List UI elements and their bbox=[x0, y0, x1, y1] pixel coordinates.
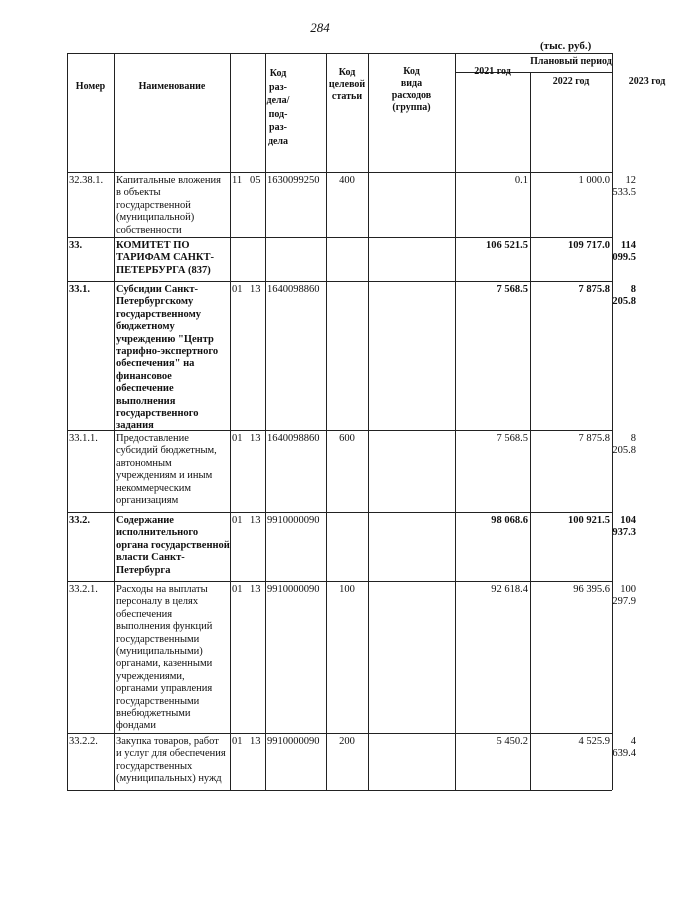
header-name: Наименование bbox=[138, 81, 206, 92]
row-name: Расходы на выплаты персоналу в целях обеспечения выполнения функций государственными (муниципальными) органами, казенными учреждениями, органами управления государственными внебюджетными фондами bbox=[116, 584, 213, 732]
row-subsection: 13 bbox=[250, 433, 261, 444]
table-hline bbox=[67, 53, 612, 54]
row-expense-code: 100 bbox=[339, 584, 355, 595]
row-target-code: 9910000090 bbox=[267, 515, 320, 526]
row-number: 32.38.1. bbox=[69, 175, 104, 186]
row-expense-code: 400 bbox=[339, 175, 355, 186]
page-number: 284 bbox=[310, 20, 330, 35]
row-2023: 104 937.3 bbox=[612, 515, 636, 539]
row-name: КОМИТЕТ ПО ТАРИФАМ САНКТ- ПЕТЕРБУРГА (837) bbox=[116, 240, 215, 276]
header-2023: 2023 год bbox=[628, 76, 666, 87]
row-2023: 114 099.5 bbox=[612, 240, 636, 264]
row-2021: 98 068.6 bbox=[491, 515, 528, 526]
row-number: 33.2.2. bbox=[69, 736, 98, 747]
table-vline bbox=[326, 53, 327, 790]
row-2022: 96 395.6 bbox=[573, 584, 610, 595]
header-section-code: Код раз- дела/ под- раз- дела bbox=[266, 68, 290, 147]
row-section: 11 bbox=[232, 175, 243, 186]
row-2023: 8 205.8 bbox=[612, 433, 636, 457]
row-number: 33.1. bbox=[69, 284, 90, 295]
table-vline bbox=[612, 53, 613, 790]
row-name: Закупка товаров, работ и услуг для обеспечения государственных (муниципальных) нужд bbox=[116, 736, 226, 785]
row-target-code: 9910000090 bbox=[267, 736, 320, 747]
header-2021: 2021 год bbox=[474, 66, 511, 77]
row-section: 01 bbox=[232, 736, 243, 747]
row-2022: 109 717.0 bbox=[568, 240, 610, 251]
row-section: 01 bbox=[232, 515, 243, 526]
row-name: Субсидии Санкт- Петербургскому государственному бюджетному учреждению "Центр тарифно-экспертного обеспечения" на финансовое обеспечение выполнения государственного задания bbox=[116, 284, 219, 432]
units-label: (тыс. руб.) bbox=[540, 40, 592, 52]
table-vline bbox=[67, 53, 68, 790]
header-2022: 2022 год bbox=[552, 76, 590, 87]
header-target-code: Код целевой статьи bbox=[328, 67, 366, 102]
row-subsection: 13 bbox=[250, 284, 261, 295]
table-vline bbox=[455, 53, 456, 790]
header-expense-code: Код вида расходов (группа) bbox=[391, 66, 432, 113]
row-section: 01 bbox=[232, 433, 243, 444]
row-2022: 100 921.5 bbox=[568, 515, 610, 526]
row-2021: 7 568.5 bbox=[496, 433, 528, 444]
row-name: Предоставление субсидий бюджетным, автономным учреждениям и иным некоммерческим организациям bbox=[116, 433, 217, 507]
table-vline bbox=[265, 53, 266, 790]
row-target-code: 1630099250 bbox=[267, 175, 320, 186]
row-2021: 0.1 bbox=[514, 175, 528, 186]
row-expense-code: 200 bbox=[339, 736, 355, 747]
row-target-code: 1640098860 bbox=[267, 284, 320, 295]
row-number: 33.1.1. bbox=[69, 433, 98, 444]
table-vline bbox=[368, 53, 369, 790]
row-number: 33.2.1. bbox=[69, 584, 98, 595]
table-hline bbox=[67, 790, 612, 791]
row-2023: 12 533.5 bbox=[612, 175, 636, 199]
row-2021: 7 568.5 bbox=[496, 284, 528, 295]
row-name: Капитальные вложения в объекты государственной (муниципальной) собственности bbox=[116, 175, 221, 236]
row-2022: 7 875.8 bbox=[578, 433, 610, 444]
row-target-code: 9910000090 bbox=[267, 584, 320, 595]
row-number: 33. bbox=[69, 240, 83, 251]
row-subsection: 13 bbox=[250, 736, 261, 747]
row-subsection: 13 bbox=[250, 515, 261, 526]
row-name: Содержание исполнительного органа государственной власти Санкт- Петербурга bbox=[116, 515, 230, 576]
row-2021: 5 450.2 bbox=[496, 736, 528, 747]
row-2022: 4 525.9 bbox=[578, 736, 610, 747]
row-2023: 4 639.4 bbox=[612, 736, 636, 760]
row-section: 01 bbox=[232, 584, 243, 595]
row-2021: 92 618.4 bbox=[491, 584, 528, 595]
row-2022: 1 000.0 bbox=[578, 175, 610, 186]
row-number: 33.2. bbox=[69, 515, 90, 526]
row-2022: 7 875.8 bbox=[578, 284, 610, 295]
header-number: Номер bbox=[75, 81, 106, 92]
row-2023: 100 297.9 bbox=[612, 584, 636, 608]
header-planned: Плановый период bbox=[530, 56, 612, 67]
row-2021: 106 521.5 bbox=[486, 240, 528, 251]
row-target-code: 1640098860 bbox=[267, 433, 320, 444]
row-section: 01 bbox=[232, 284, 243, 295]
row-subsection: 13 bbox=[250, 584, 261, 595]
row-2023: 8 205.8 bbox=[612, 284, 636, 308]
row-subsection: 05 bbox=[250, 175, 261, 186]
table-vline bbox=[114, 53, 115, 790]
table-vline bbox=[230, 53, 231, 790]
row-expense-code: 600 bbox=[339, 433, 355, 444]
